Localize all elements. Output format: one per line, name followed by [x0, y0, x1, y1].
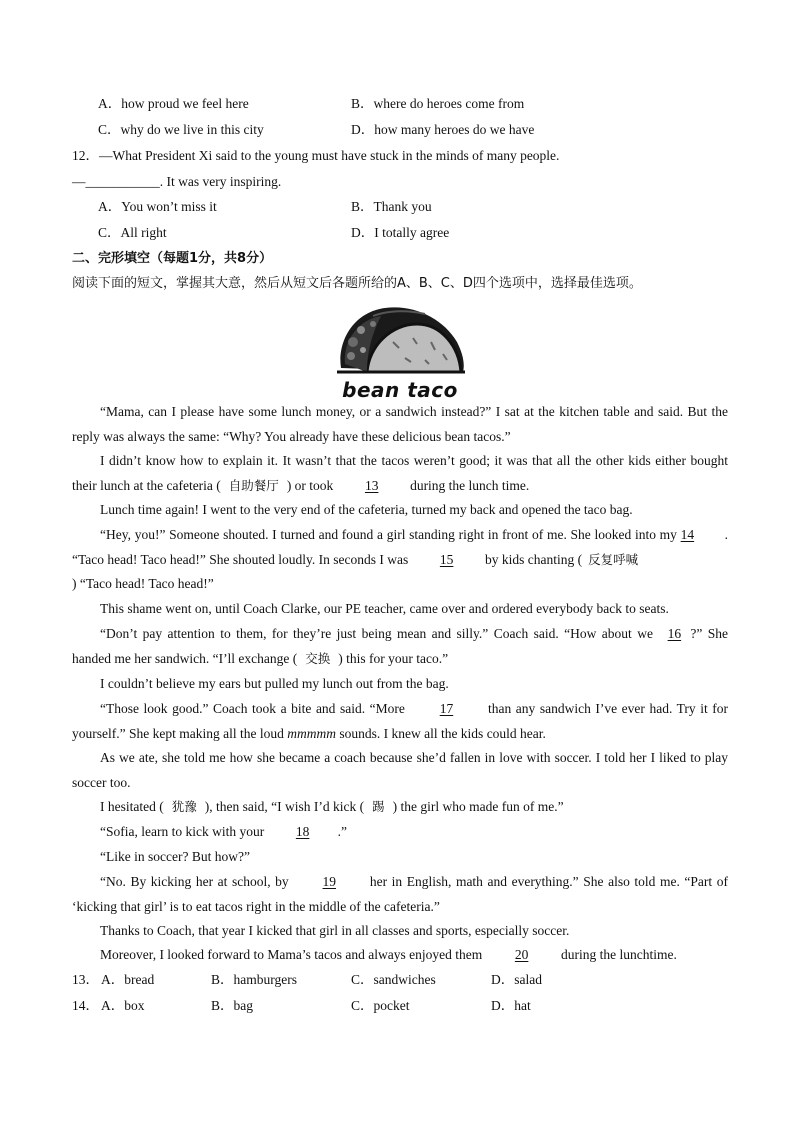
blank-16: 16 [667, 626, 682, 641]
passage-paragraph-1 [72, 400, 728, 449]
p8-mmmmm: mmmmm [287, 725, 336, 741]
passage-paragraph-9 [72, 746, 728, 795]
q14-option-d: D．hat [491, 998, 531, 1013]
q14-option-a: A．box [101, 998, 145, 1013]
section-title: 二、完形填空（每题1分，共8分） [72, 251, 273, 266]
passage-paragraph-12 [72, 845, 728, 870]
q13-option-a: A．bread [101, 972, 155, 987]
q12-reply [72, 173, 732, 191]
q12-option-c: C．All right [98, 225, 167, 240]
image-caption: bean taco [342, 378, 458, 402]
p6-text-a: “Don’t pay attention to them, for they’re just being mean and silly.” Coach said. “How about we [100, 626, 653, 641]
p4-text-c: by kids chanting ( [485, 551, 583, 567]
passage-paragraph-2 [72, 449, 728, 498]
q11-option-d: D．how many heroes do we have [351, 122, 535, 137]
q12-option-d: D．I totally agree [351, 225, 450, 240]
q14-option-b: B．bag [211, 998, 253, 1013]
q12-option-a: A．You won’t miss it [98, 199, 217, 214]
blank-20: 20 [514, 947, 529, 962]
blank-18: 18 [295, 824, 310, 839]
q14-number: 14． [72, 998, 99, 1013]
p13-text-b: her in English, math and everything.” She also told me. “Part of ‘kicking that girl’ is to eat tacos right in the middle of the cafeteria.” [72, 874, 728, 914]
p8-text-b: than any sandwich I’ve ever had. Try it for yourself.” She kept making all the loud [72, 701, 728, 741]
bean-taco-image [333, 302, 469, 378]
blank-15: 15 [439, 551, 454, 567]
p6-text-c: ) this for your taco.” [338, 650, 449, 666]
p11-text-b: .” [337, 824, 347, 839]
p6-cn-gloss: 交换 [305, 650, 331, 666]
q14-option-c: C．pocket [351, 998, 410, 1013]
p10-cn-gloss: 犹豫 [171, 799, 197, 814]
blank-13: 13 [364, 477, 379, 493]
p10-text-c: ) the girl who made fun of me.” [392, 799, 564, 814]
passage-paragraph-6 [72, 622, 728, 671]
passage-paragraph-8 [72, 697, 728, 746]
p2-text-b: ) or took [286, 477, 334, 493]
p12-text: “Like in soccer? But how?” [100, 849, 250, 864]
q13-option-d: D．salad [491, 972, 542, 987]
q11-option-c: C．why do we live in this city [98, 122, 264, 137]
p2-text-a: I didn’t know how to explain it. It wasn’t that the tacos weren’t good; it was that all the other kids either bought their lunch at the cafeteria ( [72, 453, 728, 493]
q11-option-b: B．where do heroes come from [351, 96, 525, 111]
q12-dash: — [72, 174, 86, 189]
p8-text-c: sounds. I knew all the kids could hear. [339, 725, 546, 741]
passage-paragraph-3 [72, 498, 728, 523]
p1-text: “Mama, can I please have some lunch money, or a sandwich instead?” I sat at the kitchen table and said. But the reply was always the same: “Why? You already have these delicious bean tacos.” [72, 404, 728, 444]
passage-paragraph-7 [72, 672, 728, 697]
p7-text: I couldn’t believe my ears but pulled my lunch out from the bag. [100, 676, 449, 691]
p2-text-c: during the lunch time. [410, 477, 530, 493]
p5-text: This shame went on, until Coach Clarke, our PE teacher, came over and ordered everybody back to seats. [100, 601, 669, 616]
p11-text-a: “Sofia, learn to kick with your [100, 824, 265, 839]
p6-text-b: ?” She handed me her sandwich. “I’ll exchange ( [72, 626, 729, 666]
p4-cn-gloss: 反复呼喊 [588, 551, 639, 567]
p13-text-a: “No. By kicking her at school, by [100, 874, 289, 889]
q13-option-b: B．hamburgers [211, 972, 297, 987]
q12-after: . It was very inspiring. [159, 174, 282, 189]
passage-paragraph-11 [72, 820, 728, 845]
p10-text-a: I hesitated ( [100, 799, 164, 814]
p9-text: As we ate, she told me how she became a coach because she’d fallen in love with soccer. I told her I liked to play soccer too. [72, 750, 728, 790]
blank-17: 17 [439, 701, 454, 716]
p10-text-b: ), then said, “I wish I’d kick ( [204, 799, 365, 814]
q13-number: 13． [72, 972, 99, 987]
q12-blank: ___________ [85, 174, 160, 189]
section-instruction: 阅读下面的短文，掌握其大意，然后从短文后各题所给的A、B、C、D四个选项中，选择最佳选项。 [72, 276, 642, 291]
passage-paragraph-13 [72, 870, 728, 919]
passage-paragraph-14 [72, 919, 728, 944]
q12-stem: 12．—What President Xi said to the young must have stuck in the minds of many people. [72, 148, 560, 163]
p2-cn-gloss: 自助餐厅 [228, 477, 279, 493]
passage-paragraph-4 [72, 523, 728, 597]
q11-option-a: A．how proud we feel here [98, 96, 249, 111]
p15-text-a: Moreover, I looked forward to Mama’s tacos and always enjoyed them [100, 947, 483, 962]
blank-19: 19 [322, 874, 337, 889]
passage-paragraph-10 [72, 795, 728, 820]
blank-14: 14 [680, 527, 695, 542]
p8-text-a: “Those look good.” Coach took a bite and said. “More [100, 701, 405, 716]
q12-option-b: B．Thank you [351, 199, 432, 214]
passage-paragraph-5 [72, 597, 728, 622]
p4-text-b: . “Taco head! Taco head!” She shouted loudly. In seconds I was [72, 527, 729, 567]
q13-option-c: C．sandwiches [351, 972, 436, 987]
p3-text: Lunch time again! I went to the very end of the cafeteria, turned my back and opened the taco bag. [100, 502, 633, 517]
p15-text-b: during the lunchtime. [560, 947, 677, 962]
p4-text-a: “Hey, you!” Someone shouted. I turned and found a girl standing right in front of me. She looked into my [100, 527, 677, 542]
passage-paragraph-15 [72, 943, 728, 968]
p14-text: Thanks to Coach, that year I kicked that girl in all classes and sports, especially soccer. [100, 923, 570, 938]
p4-text-d: ) “Taco head! Taco head!” [72, 576, 214, 592]
p10-cn-gloss-2: 踢 [372, 799, 385, 814]
